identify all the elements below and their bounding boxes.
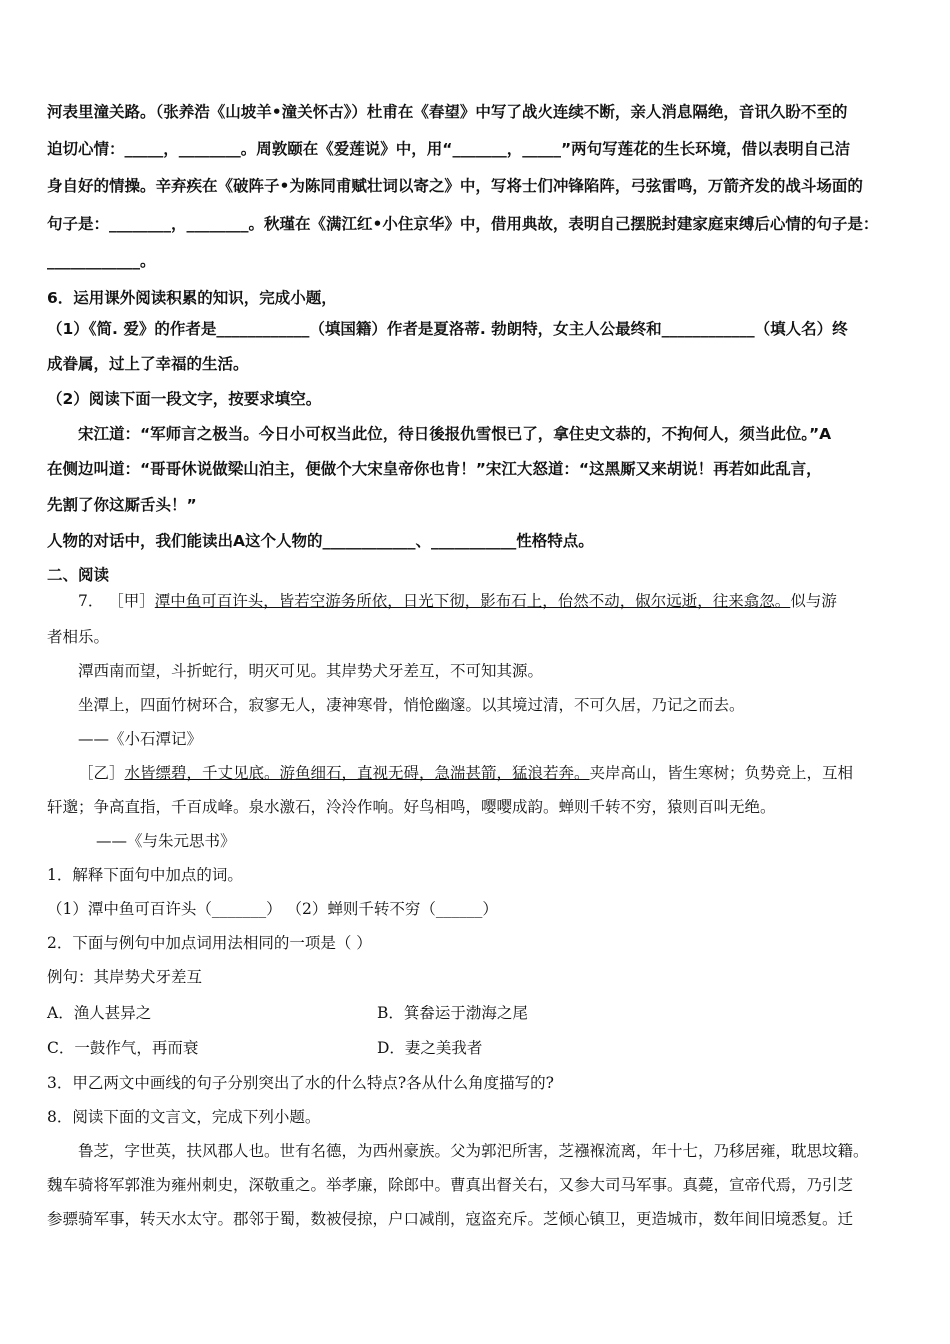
passage-line: 在侧边叫道：“哥哥休说做梁山泊主，便做个大宋皇帝你也肯！”宋江大怒道：“这黑厮又来胡说！再若如此乱言， — [47, 460, 822, 478]
sub-question-3: 3．甲乙两文中画线的句子分别突出了水的什么特点?各从什么角度描写的? — [47, 1074, 554, 1092]
text-line: 者相乐。 — [47, 628, 110, 646]
text-line: 身自好的情操。辛弃疾在《破阵子•为陈同甫赋壮词以寄之》中，写将士们冲锋陷阵，弓弦雷鸣，万箭齐发的战斗场面的 — [47, 177, 863, 195]
option-b: B．箕畚运于渤海之尾 — [377, 1004, 528, 1022]
text-line: 迫切心情：_____，________。周敦颐在《爱莲说》中，用“_______，_____”两句写莲花的生长环境，借以表明自己洁 — [47, 140, 851, 158]
text-line: 句子是：________，________。秋瑾在《满江红•小住京华》中，借用典故，表明自己摆脱封建家庭束缚后心情的句子是： — [47, 215, 879, 233]
question-6-answer: 人物的对话中，我们能读出A这个人物的____________、___________性格特点。 — [47, 532, 594, 550]
option-d: D．妻之美我者 — [377, 1039, 483, 1057]
passage-line: 宋江道：“军师言之极当。今日小可权当此位，待日後报仇雪恨已了，拿住史文恭的，不拘何人，须当此位。”A — [78, 425, 832, 443]
question-6-1-cont: 成眷属，过上了幸福的生活。 — [47, 355, 249, 373]
option-c: C．一鼓作气，再而衰 — [47, 1039, 199, 1057]
question-7-label: 7． ［甲］ — [78, 592, 155, 610]
text-segment: 似与游 — [790, 592, 837, 610]
passage-yi-label: ［乙］ — [78, 764, 125, 782]
passage-line: 参骠骑军事，转天水太守。郡邻于蜀，数被侵掠，户口减削，寇盗充斥。芝倾心镇卫，更造城市，数年间旧境悉复。迁 — [47, 1210, 854, 1228]
text-line: 河表里潼关路。（张养浩《山坡羊•潼关怀古》）杜甫在《春望》中写了战火连续不断，亲人消息隔绝，音讯久盼不至的 — [47, 103, 848, 121]
sub-question-2: 2．下面与例句中加点词用法相同的一项是（ ） — [47, 934, 372, 952]
text-line: ____________。 — [47, 252, 156, 270]
source-line: ——《小石潭记》 — [78, 730, 203, 748]
text-line: 潭西南而望，斗折蛇行，明灭可见。其岸势犬牙差互，不可知其源。 — [78, 662, 544, 680]
passage-line: 先割了你这厮舌头！” — [47, 496, 197, 514]
passage-line: 魏车骑将军郭淮为雍州刺史，深敬重之。举孝廉，除郎中。曹真出督关右，又参大司马军事。真薨，宣帝代焉，乃引芝 — [47, 1176, 854, 1194]
sub-question-1-items: （1）潭中鱼可百许头（_______） （2）蝉则千转不穷（______） — [47, 900, 498, 918]
question-7-line — [78, 590, 938, 612]
text-segment: 夹岸高山，皆生寒树；负势竞上，互相 — [589, 764, 854, 782]
text-line: 轩邈；争高直指，千百成峰。泉水激石，泠泠作响。好鸟相鸣，嘤嘤成韵。蝉则千转不穷，猿则百叫无绝。 — [47, 798, 776, 816]
sub-question-1: 1．解释下面句中加点的词。 — [47, 866, 243, 884]
passage-yi-line — [78, 762, 938, 784]
section-heading: 二、阅读 — [47, 566, 110, 584]
question-6-2: （2）阅读下面一段文字，按要求填空。 — [47, 390, 322, 408]
source-line: ——《与朱元思书》 — [96, 832, 236, 850]
question-6-1: （1）《简. 爱》的作者是____________（填国籍）作者是夏洛蒂. 勃朗特，女主人公最终和____________（填人名）终 — [47, 320, 848, 338]
example-sentence: 例句：其岸势犬牙差互 — [47, 968, 203, 986]
passage-line: 鲁芝，字世英，扶风郡人也。世有名德，为西州豪族。父为郭汜所害，芝襁褓流离，年十七，乃移居雍，耽思坟籍。 — [78, 1142, 869, 1160]
question-6-heading: 6．运用课外阅读积累的知识，完成小题， — [47, 289, 337, 307]
underlined-sentence: 水皆缥碧，千丈见底。游鱼细石，直视无碍，急湍甚箭，猛浪若奔。 — [124, 764, 590, 782]
option-a: A．渔人甚异之 — [47, 1004, 152, 1022]
question-8-heading: 8．阅读下面的文言文，完成下列小题。 — [47, 1108, 321, 1126]
text-line: 坐潭上，四面竹树环合，寂寥无人，凄神寒骨，悄怆幽邃。以其境过清，不可久居，乃记之而去。 — [78, 696, 745, 714]
underlined-sentence: 潭中鱼可百许头，皆若空游务所依，日光下彻，影布石上，佁然不动，俶尔远逝，往来翕忽。 — [154, 592, 791, 610]
